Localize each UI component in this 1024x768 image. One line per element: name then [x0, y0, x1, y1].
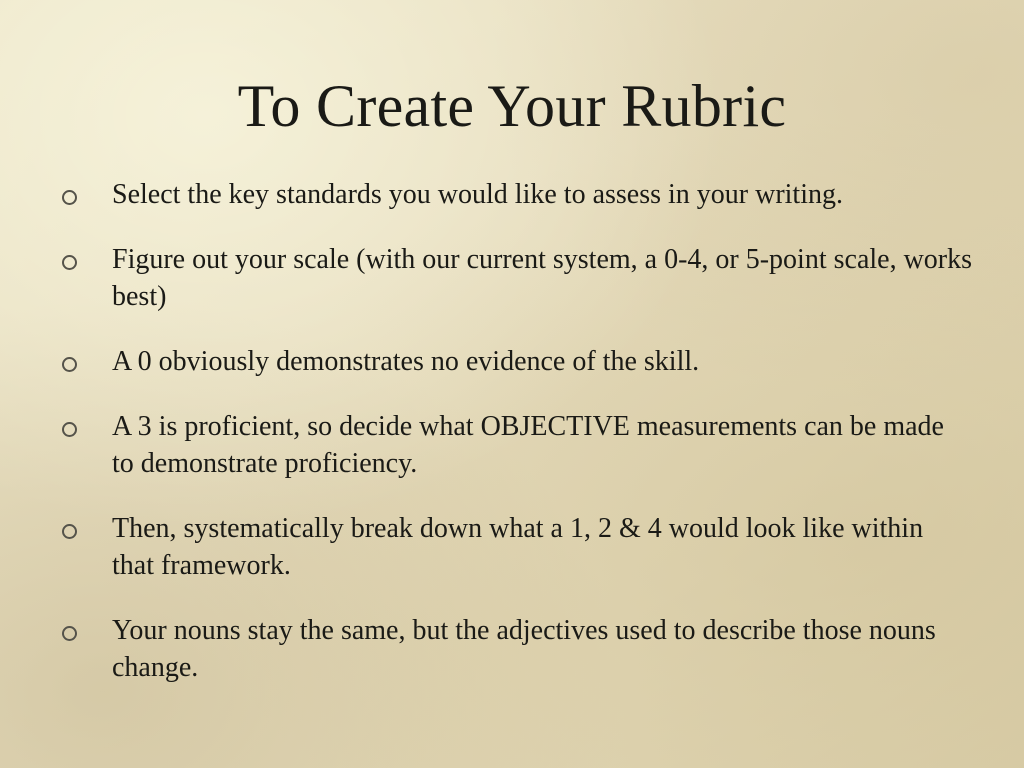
list-item	[62, 510, 972, 584]
hollow-circle-icon	[62, 524, 77, 539]
hollow-circle-icon	[62, 190, 77, 205]
hollow-circle-icon	[62, 255, 77, 270]
hollow-circle-icon	[62, 422, 77, 437]
list-item	[62, 408, 972, 482]
list-item	[62, 343, 972, 380]
hollow-circle-icon	[62, 357, 77, 372]
bullet-text: Figure out your scale (with our current system, a 0-4, or 5-point scale, works best)	[112, 244, 973, 312]
bullet-text: A 0 obviously demonstrates no evidence of the skill.	[112, 346, 700, 377]
bullet-text: Your nouns stay the same, but the adjectives used to describe those nouns change.	[112, 615, 936, 683]
bullet-text: Then, systematically break down what a 1, 2 & 4 would look like within that framework.	[112, 513, 924, 581]
slide-title: To Create Your Rubric	[237, 73, 787, 139]
bullet-text: Select the key standards you would like to assess in your writing.	[112, 179, 843, 210]
list-item	[62, 612, 972, 686]
list-item	[62, 176, 972, 213]
hollow-circle-icon	[62, 626, 77, 641]
bullet-text: A 3 is proficient, so decide what OBJECTIVE measurements can be made to demonstrate proficiency.	[112, 411, 944, 479]
bullet-list	[62, 176, 972, 714]
list-item	[62, 241, 972, 315]
